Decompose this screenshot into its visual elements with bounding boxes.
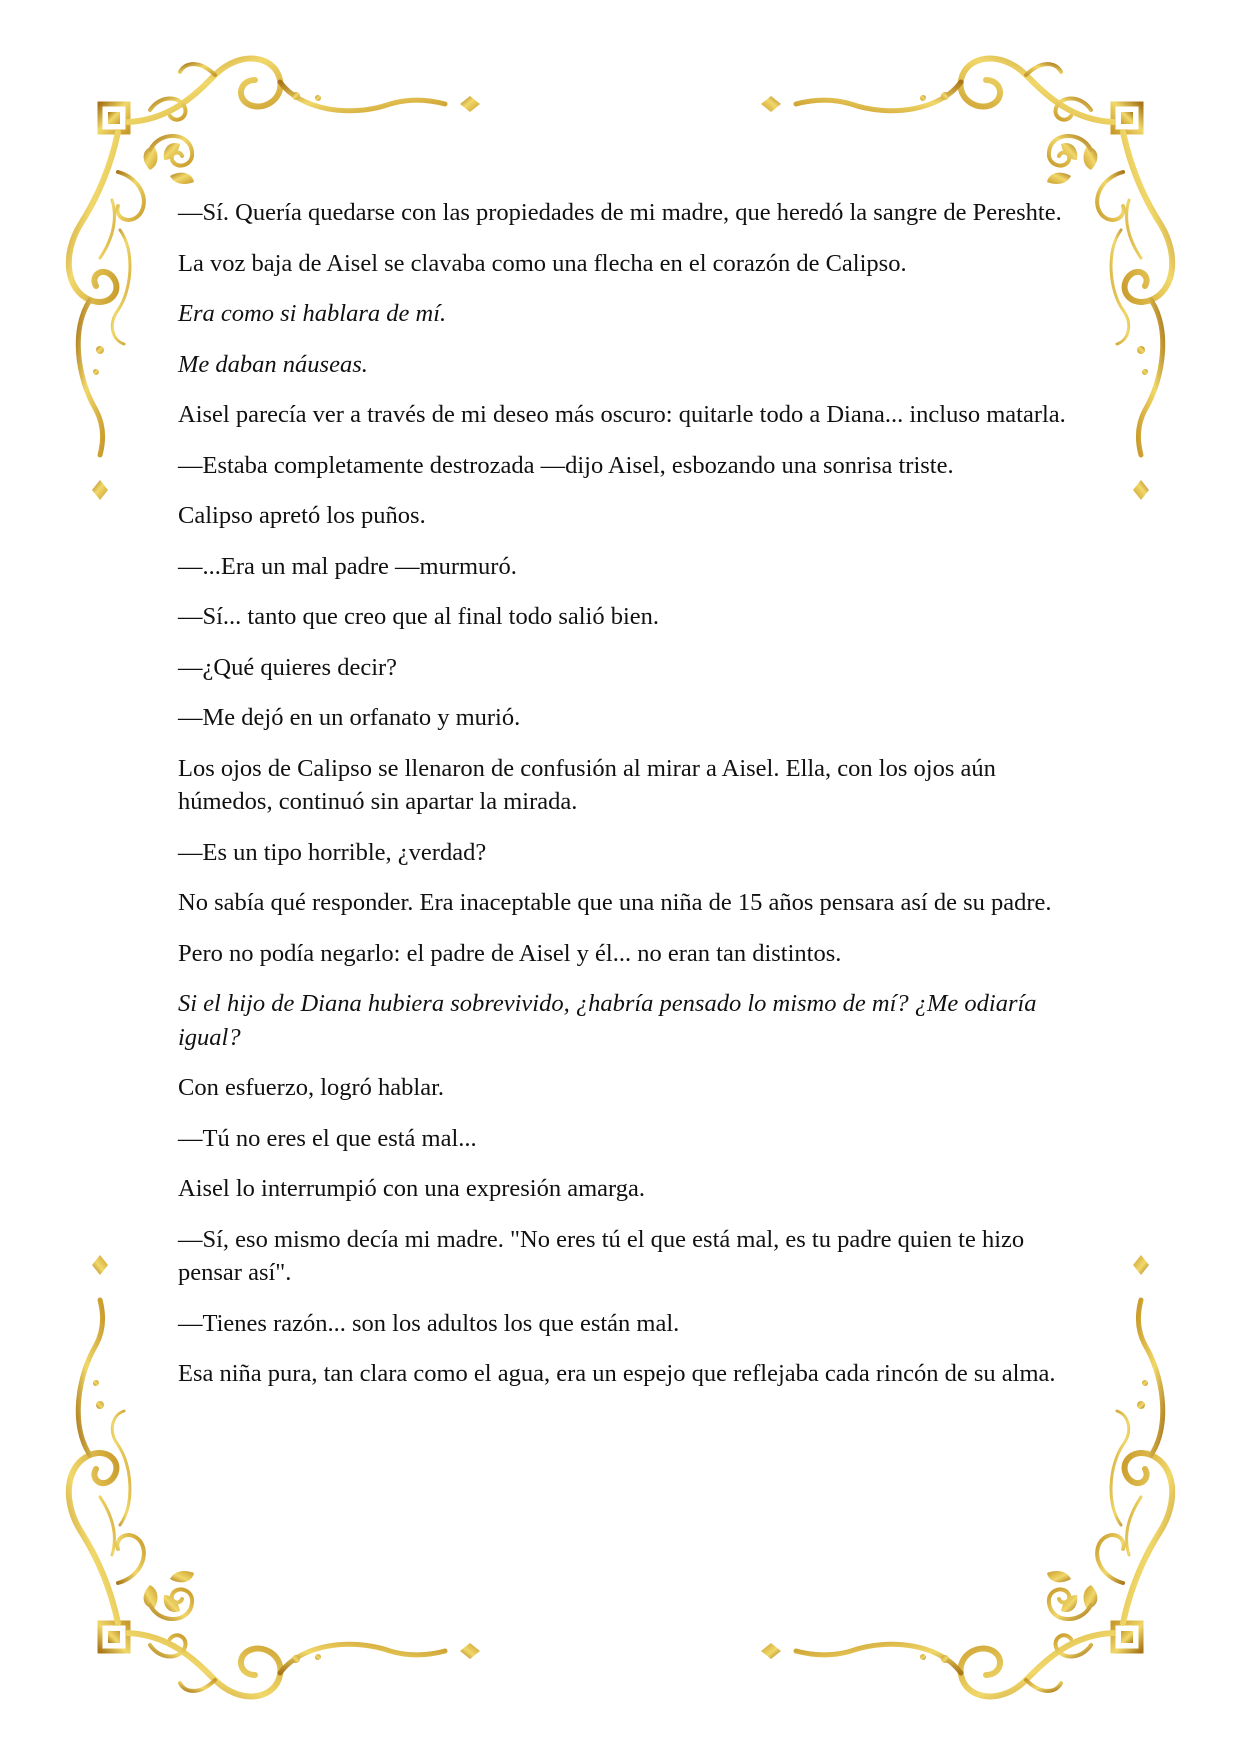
paragraph: —Tienes razón... son los adultos los que están mal. (178, 1309, 680, 1337)
paragraph: Con esfuerzo, logró hablar. (178, 1074, 445, 1101)
paragraph: —...Era un mal padre —murmuró. (178, 552, 517, 580)
paragraph: —Sí... tanto que creo que al final todo salió bien. (178, 603, 660, 630)
paragraph: Aisel parecía ver a través de mi deseo más oscuro: quitarle todo a Diana... incluso matarla. (178, 401, 1066, 428)
paragraph: —Tú no eres el que está mal... (178, 1124, 477, 1152)
paragraph: Pero no podía negarlo: el padre de Aisel y él... no eran tan distintos. (178, 939, 842, 967)
paragraph: —Estaba completamente destrozada —dijo Aisel, esbozando una sonrisa triste. (178, 451, 954, 479)
body-text (178, 196, 1078, 1408)
paragraph: Calipso apretó los puños. (178, 502, 426, 529)
paragraph: La voz baja de Aisel se clavaba como una flecha en el corazón de Calipso. (178, 249, 907, 277)
paragraph: —Me dejó en un orfanato y murió. (178, 704, 521, 731)
paragraph: —Sí, eso mismo decía mi madre. "No eres tú el que está mal, es tu padre quien te hizo pensar así". (178, 1225, 1025, 1286)
paragraph: —Sí. Quería quedarse con las propiedades de mi madre, que heredó la sangre de Pereshte. (178, 199, 1062, 226)
paragraph: —¿Qué quieres decir? (178, 653, 398, 681)
paragraph: —Es un tipo horrible, ¿verdad? (178, 838, 487, 866)
paragraph: Si el hijo de Diana hubiera sobrevivido, ¿habría pensado lo mismo de mí? ¿Me odiaría igual? (178, 990, 1037, 1051)
paragraph: Esa niña pura, tan clara como el agua, era un espejo que reflejaba cada rincón de su alma. (178, 1360, 1056, 1387)
paragraph: No sabía qué responder. Era inaceptable que una niña de 15 años pensara así de su padre. (178, 889, 1052, 916)
paragraph: Era como si hablara de mí. (178, 300, 447, 327)
paragraph: Me daban náuseas. (178, 350, 368, 378)
paragraph: Los ojos de Calipso se llenaron de confusión al mirar a Aisel. Ella, con los ojos aún húmedos, continuó sin apartar la mirada. (178, 754, 996, 815)
paragraph: Aisel lo interrumpió con una expresión amarga. (178, 1175, 645, 1202)
